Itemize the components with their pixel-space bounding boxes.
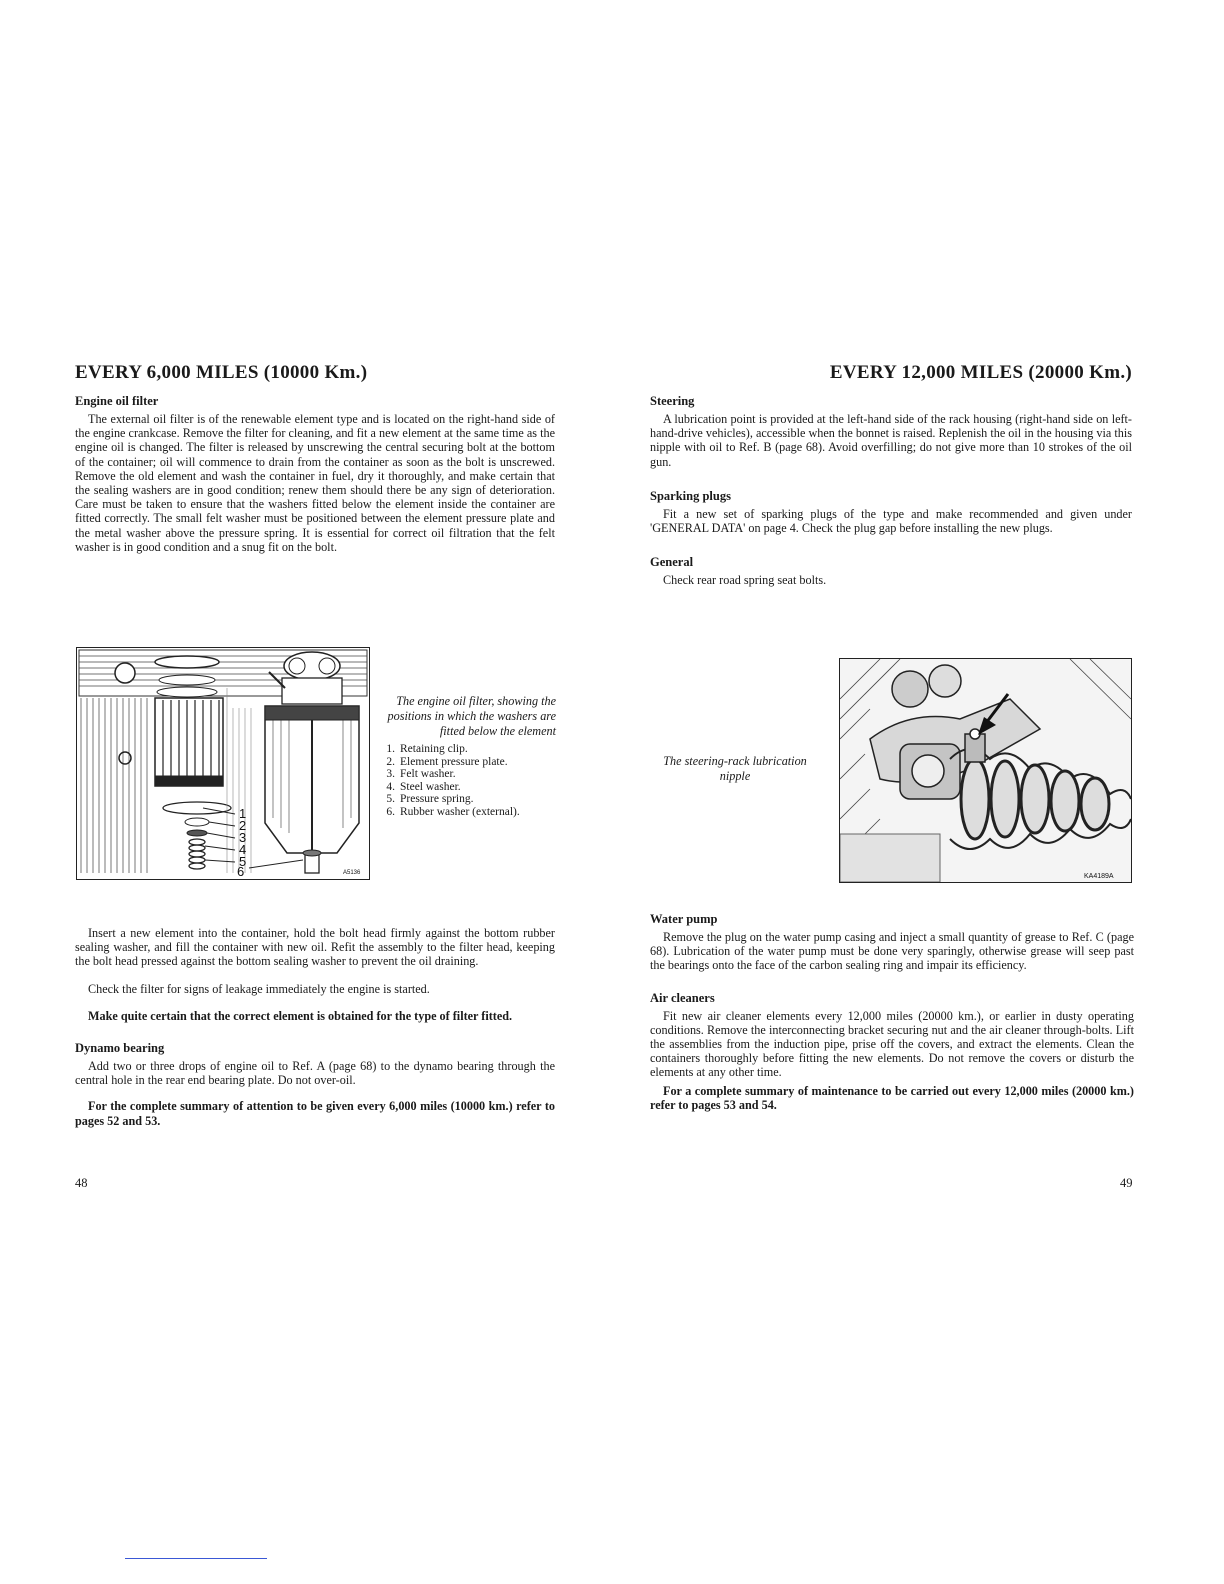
check-filter-para: Check the filter for signs of leakage immediately the engine is started.	[88, 981, 430, 996]
steering-caption-block	[650, 754, 820, 784]
oil-filter-figure	[76, 647, 370, 880]
sparking-plugs-heading: Sparking plugs	[650, 488, 731, 503]
callout-4: 4	[239, 842, 247, 857]
insert-element-para: Insert a new element into the container, hold the bolt head firmly against the bottom rubber sealing washer, and fill the container with new oil. Refit the assembly to the filter head, keeping the bolt head pressed against the bottom sealing washer to prevent the oil draining.	[75, 926, 555, 969]
left-lower-text	[75, 926, 555, 1128]
engine-oil-filter-heading: Engine oil filter	[75, 394, 159, 408]
callout-5: 5	[239, 854, 247, 869]
steering-body: A lubrication point is provided at the left-hand side of the rack housing (right-hand side on left-hand-drive vehicles), accessible when the bonnet is raised. Replenish the oil in the housing via this nipple with oil to Ref. B (page 68). Avoid overfilling; do not give more than 10 strokes of the oil gun.	[650, 412, 1132, 469]
legend-item: 2. Element pressure plate.	[386, 755, 508, 768]
legend-item: 5. Pressure spring.	[386, 793, 474, 806]
correct-element-note: Make quite certain that the correct element is obtained for the type of filter fitted.	[88, 1008, 513, 1023]
oil-filter-caption: The engine oil filter, showing the positions in which the washers are fitted below the element	[387, 694, 556, 738]
dynamo-bearing-heading: Dynamo bearing	[75, 1041, 165, 1056]
oil-filter-illustration	[77, 648, 369, 879]
water-pump-heading: Water pump	[650, 912, 718, 926]
sparking-plugs-body: Fit a new set of sparking plugs of the type and make recommended and given under 'GENERAL DATA' on page 4. Check the plug gap before installing the new plugs.	[650, 506, 1132, 536]
engine-oil-filter-body: The external oil filter is of the renewable element type and is located on the right-hand side of the engine crankcase. Remove the filter for cleaning, and fit a new element at the same time as the engine oil is changed. The filter is released by unscrewing the central securing bolt at the bottom of the container; oil will commence to drain from the container as soon as the bolt is unscrewed. Remove the old element and wash the container in fuel, dry it thoroughly, and make certain that the sealing washers are in good condition; renew them should there be any sign of deterioration. Care must be taken to ensure that the washers fitted below the element inside the container are fitted correctly. The small felt washer must be positioned between the element pressure plate and the metal washer above the pressure spring. It is essential for correct oil filtration that the felt washer is in good condition and a snug fit on the bolt.	[75, 412, 555, 554]
left-summary-note: For the complete summary of attention to be given every 6,000 miles (10000 km.) refer to pages 52 and 53.	[75, 1099, 555, 1128]
steering-rack-figure	[839, 658, 1132, 883]
water-pump-body: Remove the plug on the water pump casing and inject a small quantity of grease to Ref. C (page 68). Lubrication of the water pump must be done very sparingly, otherwise grease will seep past the bearings onto the face of the carbon sealing ring and impair its efficiency.	[650, 930, 1134, 973]
right-page	[650, 362, 1132, 587]
callout-6: 6	[237, 864, 245, 879]
left-page-number: 48	[75, 1176, 88, 1190]
legend-item: 1. Retaining clip.	[386, 743, 468, 755]
general-body: Check rear road spring seat bolts.	[663, 573, 827, 588]
general-heading: General	[650, 555, 694, 570]
figure-ref-code: A5136	[343, 870, 361, 876]
right-summary-note: For a complete summary of maintenance to be carried out every 12,000 miles (20000 km.) refer to pages 53 and 54.	[650, 1083, 1134, 1112]
engine-crankcase-hatch	[81, 698, 147, 873]
left-page-title: EVERY 6,000 MILES (10000 Km.)	[75, 362, 368, 383]
steering-caption: The steering-rack lubrication nipple	[663, 754, 807, 783]
legend-item: 6. Rubber washer (external).	[386, 805, 520, 818]
dynamo-bearing-body: Add two or three drops of engine oil to Ref. A (page 68) to the dynamo bearing through the central hole in the rear end bearing plate. Do not over-oil.	[75, 1059, 555, 1088]
right-page-title: EVERY 12,000 MILES (20000 Km.)	[829, 362, 1132, 383]
air-cleaners-heading: Air cleaners	[650, 990, 715, 1005]
right-lower-text	[650, 912, 1134, 1112]
left-page	[75, 362, 555, 554]
legend-item: 3. Felt washer.	[386, 768, 456, 781]
link-underline[interactable]	[125, 1558, 267, 1559]
oil-filter-caption-block	[382, 694, 556, 819]
callout-2: 2	[239, 818, 247, 833]
oil-filter-legend	[382, 743, 556, 819]
steering-rack-illustration	[840, 659, 1131, 882]
callout-1: 1	[239, 806, 247, 821]
steering-heading: Steering	[650, 394, 695, 408]
steering-figure-ref-code: KA4189A	[1084, 873, 1114, 880]
air-cleaners-body: Fit new air cleaner elements every 12,000 miles (20000 km.), or earlier in dusty operating conditions. Remove the interconnecting bracket securing nut and the air cleaner through-bolts. Lift the assemblies from the induction pipe, prise off the covers, and extract the elements. Clean the containers thoroughly before fitting the new elements. Do not remove the covers or disturb the elements at any other time.	[650, 1008, 1134, 1080]
right-page-number: 49	[1120, 1176, 1133, 1190]
legend-item: 4. Steel washer.	[386, 780, 461, 793]
callout-3: 3	[239, 830, 247, 845]
